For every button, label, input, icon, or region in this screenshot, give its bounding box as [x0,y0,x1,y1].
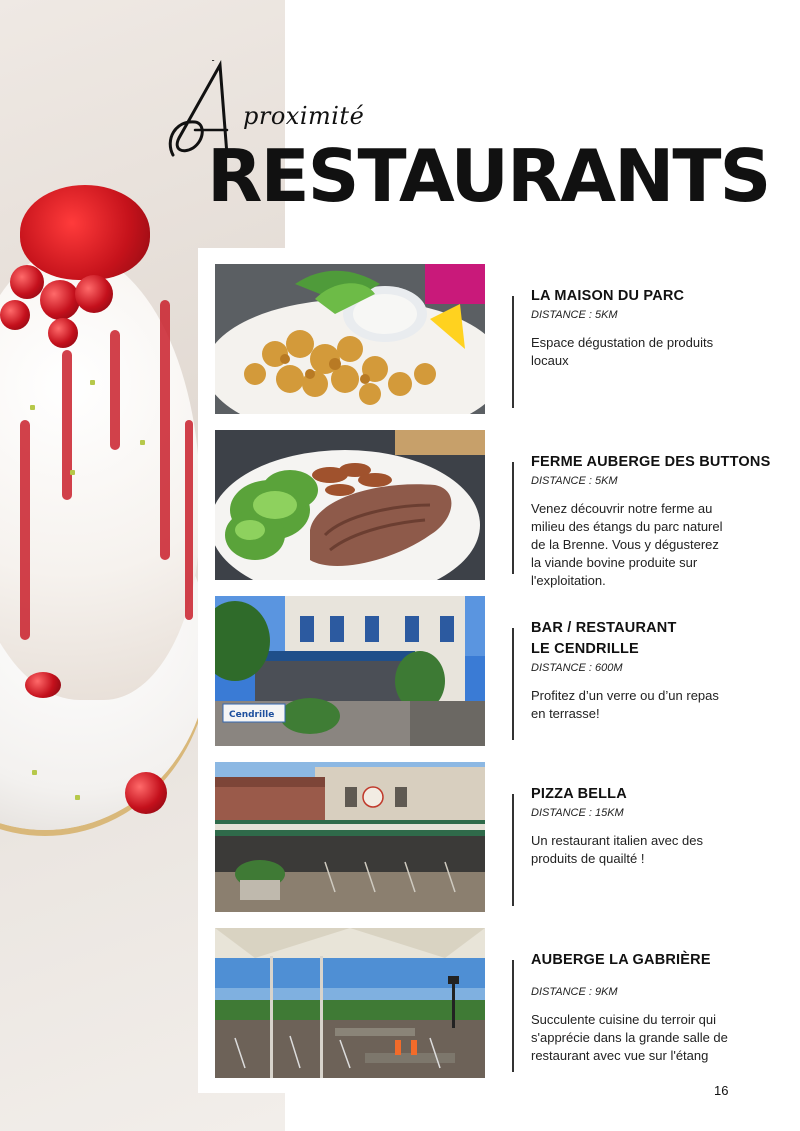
coulis-drip [185,420,193,620]
restaurant-description: Profitez d’un verre ou d’un repas en terrasse! [531,688,719,721]
restaurant-distance: DISTANCE : 5KM [531,309,618,321]
divider-line [512,628,514,740]
restaurant-info [531,452,791,590]
strawberry [20,185,150,280]
restaurant-info [531,784,791,868]
pistachio-crumb [140,440,145,445]
cendrille-sign: Cendrille [229,710,275,720]
redcurrant [0,300,30,330]
restaurant-entry [215,430,800,588]
restaurant-info [531,618,791,723]
redcurrant [10,265,44,299]
restaurant-name: BAR / RESTAURANT LE CENDRILLE [531,620,677,657]
cendrille-building-photo [215,596,485,746]
lake-terrace-photo [215,928,485,1078]
redcurrant [40,280,80,320]
restaurant-distance: DISTANCE : 15KM [531,807,624,819]
restaurant-info [531,950,791,1065]
restaurant-entry [215,596,800,746]
pistachio-crumb [90,380,95,385]
coulis-drip [20,420,30,640]
pistachio-crumb [70,470,75,475]
divider-line [512,296,514,408]
fried-calamari-photo [215,264,485,414]
redcurrant [48,318,78,348]
restaurant-name: AUBERGE LA GABRIÈRE [531,952,711,968]
restaurant-info [531,286,791,370]
restaurant-description: Succulente cuisine du terroir qui s'apprécie dans la grande salle de restaurant avec vue sur l'étang [531,1012,728,1063]
coulis-drip [160,300,170,560]
restaurant-entry [215,928,800,1078]
divider-line [512,960,514,1072]
restaurant-distance: DISTANCE : 5KM [531,475,618,487]
pistachio-crumb [32,770,37,775]
pistachio-crumb [30,405,35,410]
coulis-drip [110,330,120,450]
page-title: RESTAURANTS [207,134,770,218]
steak-plate-photo [215,430,485,580]
restaurant-description: Venez découvrir notre ferme au milieu des étangs du parc naturel de la Brenne. Vous y dégusterez la viande bovine produite sur l'exploitation. [531,501,723,588]
pistachio-crumb [75,795,80,800]
redcurrant [25,672,61,698]
redcurrant [125,772,167,814]
restaurant-distance: DISTANCE : 600M [531,662,623,674]
meringue [0,250,200,700]
divider-line [512,794,514,906]
redcurrant [75,275,113,313]
coulis-drip [62,350,72,500]
pizza-terrace-photo [215,762,485,912]
restaurant-name: LA MAISON DU PARC [531,288,685,304]
restaurant-description: Un restaurant italien avec des produits de quailté ! [531,833,703,866]
restaurant-entry [215,264,800,414]
restaurant-entry [215,762,800,912]
restaurant-distance: DISTANCE : 9KM [531,986,618,998]
divider-line [512,462,514,574]
restaurant-name: PIZZA BELLA [531,786,627,802]
restaurant-name: FERME AUBERGE DES BUTTONS [531,454,771,470]
restaurant-description: Espace dégustation de produits locaux [531,335,714,368]
title-script-text: proximité [243,102,365,130]
page-number: 16 [714,1083,729,1098]
